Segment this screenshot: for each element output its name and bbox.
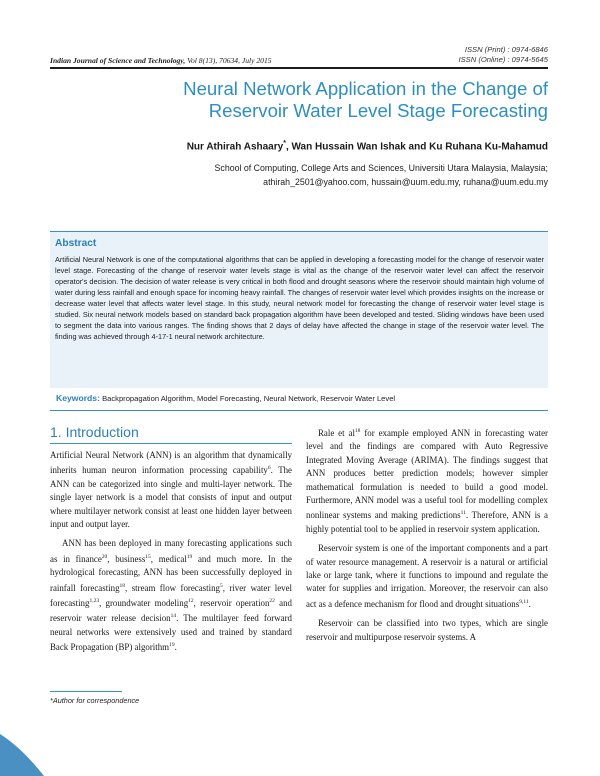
affiliation-line-1: School of Computing, College Arts and Sciences, Universiti Utara Malaysia, Malaysia; bbox=[214, 163, 548, 173]
keywords-text: Backpropagation Algorithm, Model Forecasting, Neural Network, Reservoir Water Level bbox=[102, 394, 396, 403]
author-list bbox=[48, 140, 548, 152]
title-line-1: Neural Network Application in the Change of bbox=[183, 78, 548, 99]
left-paragraph-1: Artificial Neural Network (ANN) is an algorithm that dynamically inherits human neuron information processing capability$^6$. The ANN can be categorized into single and multi-layer network. The single layer network is a model that consists of input and output where multilayer network consist at least one hidden layer between input and output layer. bbox=[50, 450, 292, 529]
keywords-label: Keywords: bbox=[56, 393, 100, 403]
issn-block bbox=[459, 45, 549, 65]
keywords-rule bbox=[50, 410, 548, 411]
abstract-heading: Abstract bbox=[55, 238, 97, 249]
right-paragraph-2: Reservoir system is one of the important components and a part of water resource management. A reservoir is a natural or artificial lake or large tank, where it functions to impound and regulate the water for supplies and irrigation. Moreover, the reservoir can also act as a defence mechanism for flood and drought situations$^{9,11}$. bbox=[306, 543, 548, 609]
affiliation bbox=[28, 161, 548, 189]
corner-shape bbox=[0, 734, 44, 776]
issn-online: ISSN (Online) : 0974-5645 bbox=[458, 55, 548, 64]
journal-volume: Vol 8(13), 70634, July 2015 bbox=[187, 56, 272, 65]
paper-title bbox=[48, 78, 548, 122]
author-corresponding: Nur Athirah Ashaary bbox=[186, 141, 284, 153]
section-heading-introduction: 1. Introduction bbox=[50, 424, 139, 440]
corner-decoration bbox=[0, 724, 44, 776]
footnote: *Author for correspondence bbox=[50, 696, 140, 705]
right-paragraph-3: Reservoir can be classified into two types, which are single reservoir and multipurpose reservoir systems. A bbox=[306, 618, 548, 642]
footnote-rule bbox=[50, 691, 122, 692]
left-column bbox=[50, 449, 292, 655]
keywords bbox=[56, 393, 546, 403]
abstract-box bbox=[50, 231, 548, 388]
abstract-text: Artificial Neural Network is one of the computational algorithms that can be applied in developing a forecasting model for the change of reservoir water level stage. Forecasting of the change of reservoir water levels stage is vital as the change of the reservoir water level can affect the reservoir operator's decision. The decision of water release is very critical in both flood and drought seasons where the reservoir should maintain high volume of water during less rainfall and enough space for incoming heavy rainfall. The changes of reservoir water level which provides insights on the increase or decrease water level that affects water level stage. In this study, neural network model for forecasting the change of reservoir water level stage is studied. Six neural network models based on standard back propagation algorithm have been developed and tested. Sliding windows have been used to segment the data into various ranges. The finding shows that 2 days of delay have affected the change in stage of the reservoir water level. The finding was achieved through 4-17-1 neural network architecture. bbox=[55, 255, 544, 341]
author-mark: * bbox=[283, 140, 286, 147]
right-paragraph-1: Rale et $al^{18}$ for example employed ANN in forecasting water level and the findings are compared with Auto Regressive Integrated Moving Average (ARIMA). The findings suggest that ANN produces better prediction models; however simpler mathematical formulation is needed to build a good model. Furthermore, ANN model was a useful tool for modelling complex nonlinear systems and making predictions$^{11}$. Therefore, ANN is a highly potential tool to be applied in reservoir system application. bbox=[306, 427, 548, 534]
section-rule bbox=[50, 443, 292, 444]
title-line-2: Reservoir Water Level Stage Forecasting bbox=[208, 100, 548, 121]
author-others: , Wan Hussain Wan Ishak and Ku Ruhana Ku-Mahamud bbox=[285, 141, 548, 153]
left-paragraph-2: ANN has been deployed in many forecasting applications such as in finance$^{20}$, business$^{15}$, medical$^{19}$ and much more. In the hydrological forecasting, ANN has been successfully deployed in rainfall forecasting$^{18}$, stream flow forecasting$^5$, river water level forecasting$^{1,23}$, groundwater modeling$^{12}$, reservoir operation$^{22}$ and reservoir water release decision$^{14}$. The multilayer feed forward neural networks were extensively used and trained by standard Back Propagation (BP) algorithm$^{19}$. bbox=[50, 538, 292, 653]
issn-print: ISSN (Print) : 0974-6846 bbox=[464, 45, 548, 54]
journal-name: Indian Journal of Science and Technology, bbox=[50, 56, 186, 65]
journal-citation bbox=[50, 56, 272, 65]
header-rule bbox=[50, 67, 548, 69]
right-column bbox=[306, 425, 548, 644]
affiliation-emails: athirah_2501@yahoo.com, hussain@uum.edu.my, ruhana@uum.edu.my bbox=[263, 177, 548, 187]
